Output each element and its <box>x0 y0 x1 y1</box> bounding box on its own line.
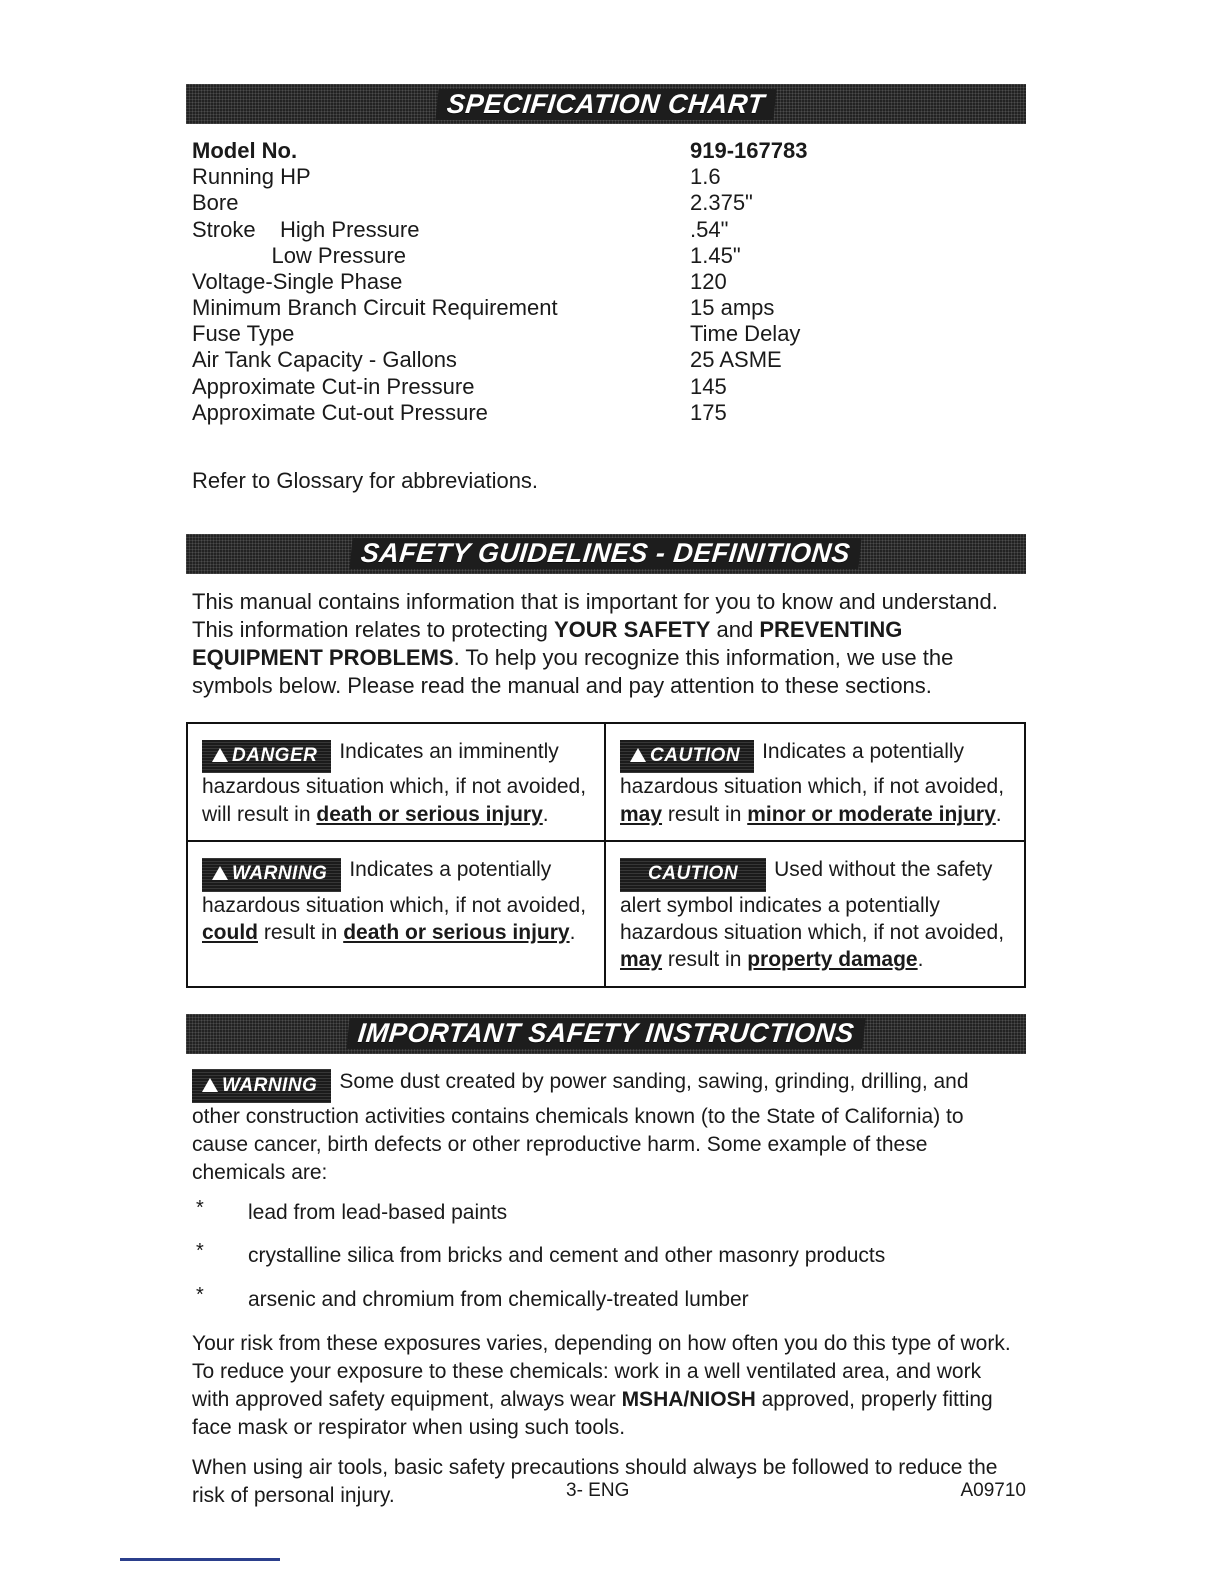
exposure-bold-msha-niosh: MSHA/NIOSH <box>621 1388 756 1412</box>
definition-emphasis: property damage <box>747 948 918 972</box>
warning-badge <box>192 1069 331 1103</box>
definition-emphasis: death or serious injury <box>343 920 570 944</box>
intro-bold-preventing-equipment-problems: PREVENTING EQUIPMENT PROBLEMS <box>192 616 903 670</box>
section-header-specification-chart <box>186 84 1026 124</box>
section-title: IMPORTANT SAFETY INSTRUCTIONS <box>346 1018 865 1049</box>
glossary-note: Refer to Glossary for abbreviations. <box>192 467 539 493</box>
definition-text-mid: result in <box>662 802 748 826</box>
list-item <box>192 1242 1020 1270</box>
spec-label: Voltage-Single Phase <box>192 268 403 294</box>
spec-value: 120 <box>690 268 727 294</box>
section-title: SAFETY GUIDELINES - DEFINITIONS <box>350 538 862 569</box>
caution-plain-badge <box>620 858 766 892</box>
badge-label: DANGER <box>232 744 318 766</box>
safety-definitions-grid <box>186 722 1026 988</box>
intro-text-2: and <box>710 616 760 642</box>
list-item <box>192 1196 1020 1227</box>
spec-label: Approximate Cut-out Pressure <box>192 399 488 425</box>
spec-label: Running HP <box>192 164 311 190</box>
table-row <box>192 164 1026 190</box>
spec-label: Fuse Type <box>192 321 295 347</box>
table-row <box>192 138 1026 164</box>
spec-value: 2.375" <box>690 190 753 216</box>
list-item-label: crystalline silica from bricks and cement and other masonry products <box>248 1244 886 1268</box>
definition-inline-emphasis: could <box>202 920 258 944</box>
definition-emphasis: minor or moderate injury <box>747 802 996 826</box>
definition-cell-caution-plain <box>606 842 1024 986</box>
table-row <box>192 400 1026 426</box>
spec-label: Air Tank Capacity - Gallons <box>192 347 457 373</box>
intro-bold-your-safety: YOUR SAFETY <box>553 616 711 642</box>
page-edge-mark <box>120 1558 280 1561</box>
table-row <box>192 190 1026 216</box>
list-item <box>192 1286 1020 1314</box>
page-content <box>186 84 1026 1522</box>
badge-label: CAUTION <box>648 862 739 884</box>
intro-text-3: . To help you recognize this information, we use the symbols below. Please read the manual and pay attention to these sections. <box>192 644 954 698</box>
spec-label: Stroke High Pressure <box>192 216 420 242</box>
alert-triangle-icon <box>630 748 646 762</box>
caution-badge <box>620 740 754 774</box>
safety-intro-paragraph <box>192 588 1020 700</box>
page-footer <box>186 1480 1026 1502</box>
footer-page-number: 3- ENG <box>566 1480 630 1501</box>
badge-label: WARNING <box>232 862 328 884</box>
table-row <box>192 321 1026 347</box>
spec-value: 175 <box>690 399 727 425</box>
definition-text: Used without the safety alert symbol indicates a potentially hazardous situation which, if not avoided, <box>620 857 1005 944</box>
alert-triangle-icon <box>212 748 228 762</box>
spec-label: Bore <box>192 190 239 216</box>
alert-triangle-icon <box>202 1078 218 1092</box>
section-title: SPECIFICATION CHART <box>436 89 777 120</box>
badge-label: CAUTION <box>650 744 741 766</box>
spec-value: 1.6 <box>690 164 721 190</box>
bullet-icon: * <box>196 1240 204 1263</box>
definition-inline-emphasis: may <box>620 948 663 972</box>
bullet-icon: * <box>196 1196 204 1219</box>
definition-cell-danger <box>188 724 606 842</box>
badge-label: WARNING <box>222 1074 318 1096</box>
intro-text-1: This manual contains information that is important for you to know and understand. This information relates to protecting <box>192 588 998 642</box>
spec-value: 919-167783 <box>690 138 808 163</box>
spec-label: Model No. <box>192 138 298 163</box>
definition-cell-caution-alert <box>606 724 1024 842</box>
definition-text-end: . <box>569 920 576 944</box>
important-safety-instructions-body <box>192 1068 1020 1510</box>
table-row <box>192 269 1026 295</box>
specification-table <box>192 138 1026 426</box>
table-row <box>192 243 1026 269</box>
definition-cell-warning <box>188 842 606 986</box>
spec-value: 25 ASME <box>690 347 782 373</box>
definition-text-mid: result in <box>662 948 748 972</box>
table-row <box>192 347 1026 373</box>
definition-text: Indicates a potentially hazardous situation which, if not avoided, <box>202 857 587 917</box>
exposure-paragraph <box>192 1330 1020 1442</box>
air-tools-paragraph: When using air tools, basic safety precautions should always be followed to reduce the risk of personal injury. <box>192 1455 998 1507</box>
section-header-safety-guidelines <box>186 534 1026 574</box>
list-item-label: arsenic and chromium from chemically-treated lumber <box>248 1288 749 1312</box>
warning-paragraph <box>192 1068 1020 1187</box>
table-row <box>192 374 1026 400</box>
definition-text-end: . <box>995 802 1002 826</box>
spec-value: 145 <box>690 373 727 399</box>
definition-text: Indicates an imminently hazardous situation which, if not avoided, will result in <box>202 739 587 826</box>
spec-value: .54" <box>690 216 729 242</box>
spec-label: Low Pressure <box>192 242 406 268</box>
list-item-label: lead from lead-based paints <box>248 1200 508 1224</box>
definition-text-mid: result in <box>258 920 344 944</box>
spec-value: 15 amps <box>690 295 775 321</box>
definition-text-end: . <box>542 802 549 826</box>
section-header-important-safety-instructions <box>186 1014 1026 1054</box>
footer-doc-code: A09710 <box>960 1480 1026 1501</box>
spec-label: Approximate Cut-in Pressure <box>192 373 475 399</box>
definition-text: Indicates a potentially hazardous situation which, if not avoided, <box>620 739 1005 799</box>
warning-text: Some dust created by power sanding, sawing, grinding, drilling, and other construction activities contains chemicals known (to the State of California) to cause cancer, birth defects or other reproductive harm. Some example of these chemicals are: <box>192 1069 969 1184</box>
exposure-text-2: approved, properly fitting face mask or respirator when using such tools. <box>192 1388 993 1440</box>
table-row <box>192 217 1026 243</box>
definition-inline-emphasis: may <box>620 802 663 826</box>
spec-value: Time Delay <box>690 321 801 347</box>
exposure-text-1: Your risk from these exposures varies, depending on how often you do this type of work. To reduce your exposure to these chemicals: work in a well ventilated area, and work with approved safety equipment, always wear <box>192 1332 1011 1412</box>
definition-emphasis: death or serious injury <box>316 802 543 826</box>
bullet-icon: * <box>196 1284 204 1307</box>
spec-value: 1.45" <box>690 242 741 268</box>
warning-badge <box>202 858 341 892</box>
alert-triangle-icon <box>212 866 228 880</box>
spec-label: Minimum Branch Circuit Requirement <box>192 295 558 321</box>
table-row <box>192 295 1026 321</box>
chemical-examples-list <box>192 1196 1020 1315</box>
definition-text-end: . <box>917 948 924 972</box>
danger-badge <box>202 740 331 774</box>
